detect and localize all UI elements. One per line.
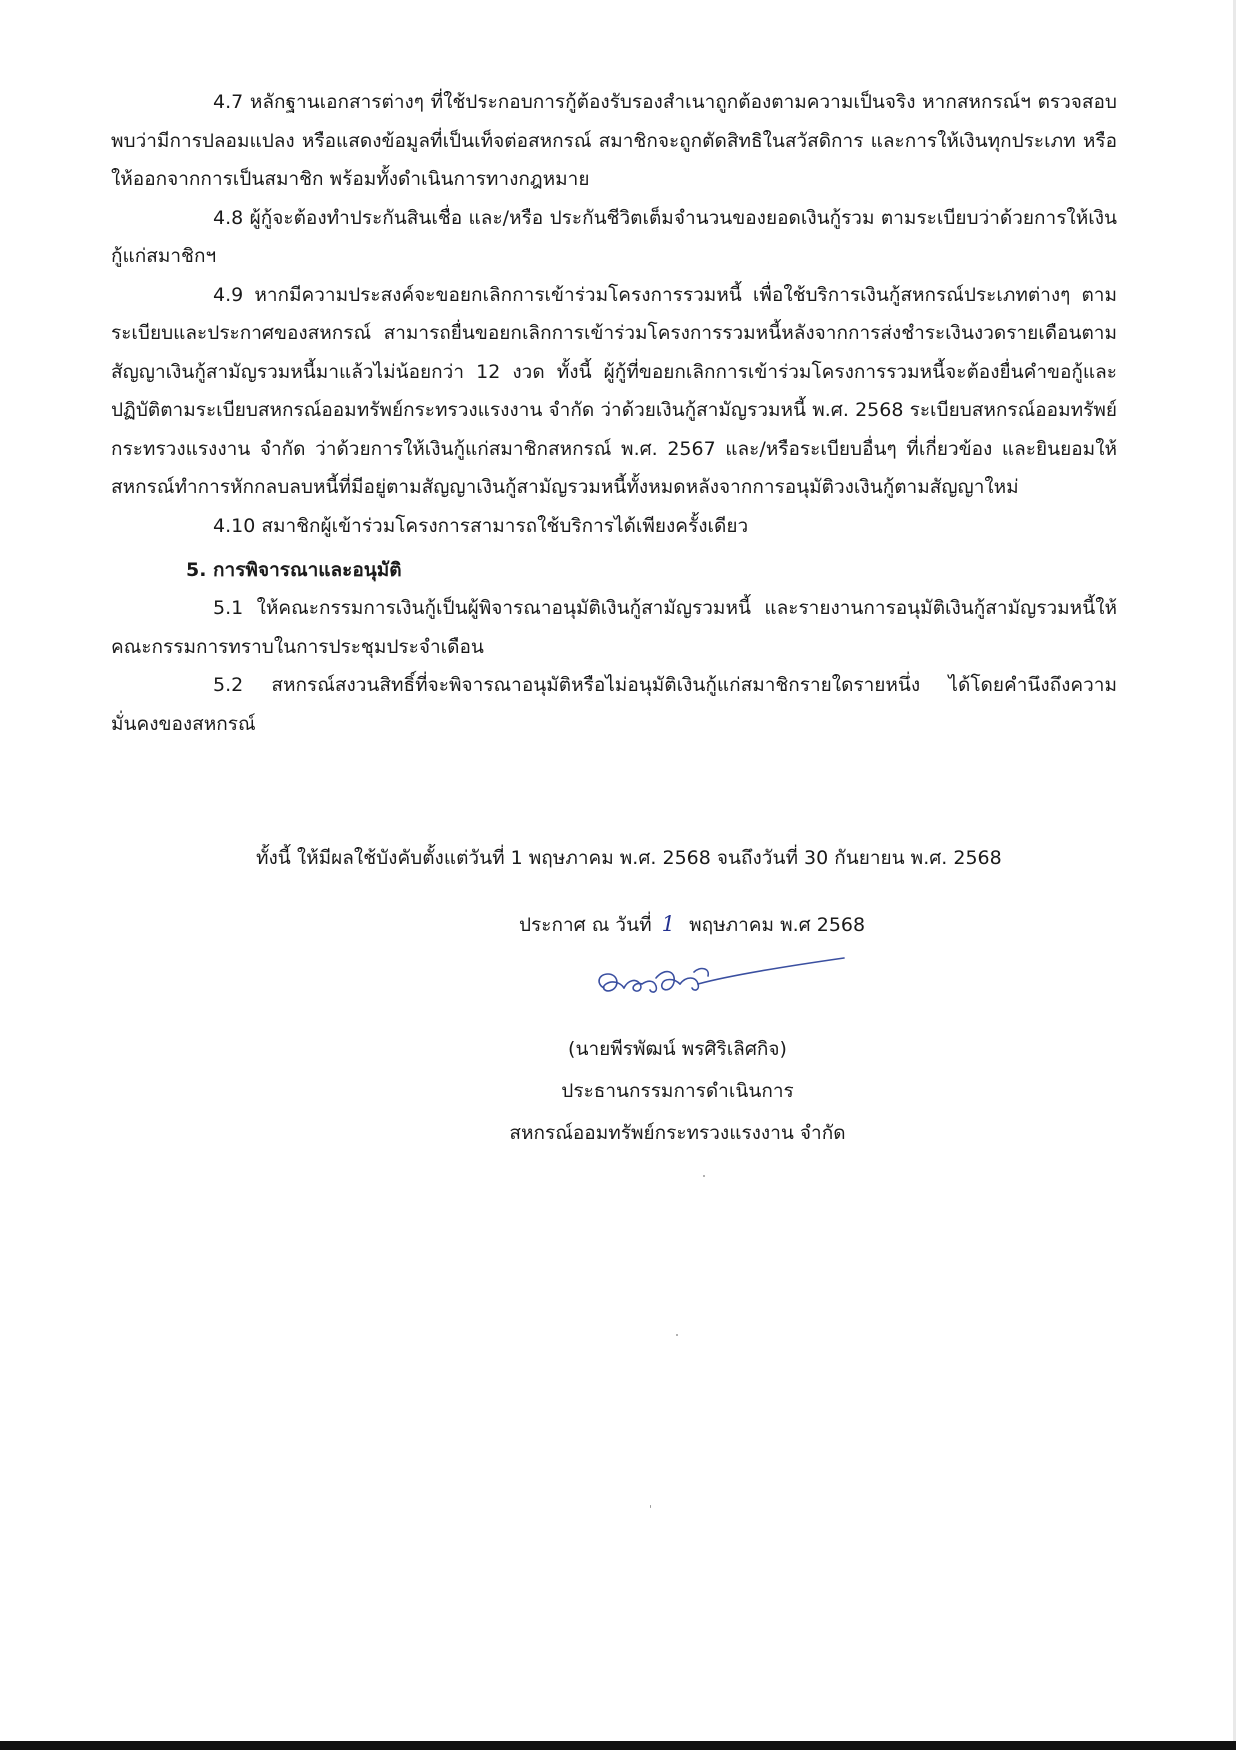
document-body xyxy=(111,83,1117,743)
clause-5-2: 5.2 สหกรณ์สงวนสิทธิ์ที่จะพิจารณาอนุมัติหรือไม่อนุมัติเงินกู้แก่สมาชิกรายใดรายหนึ่ง ได้โดยคำนึงถึงความมั่นคงของสหกรณ์ xyxy=(111,674,1117,735)
clause-5-1: 5.1 ให้คณะกรรมการเงินกู้เป็นผู้พิจารณาอนุมัติเงินกู้สามัญรวมหนี้ และรายงานการอนุมัติเงินกู้สามัญรวมหนี้ให้คณะกรรมการทราบในการประชุมประจำเดือน xyxy=(111,597,1117,658)
signature-icon xyxy=(590,950,850,1012)
clause-4-10: 4.10 สมาชิกผู้เข้าร่วมโครงการสามารถใช้บริการได้เพียงครั้งเดียว xyxy=(213,514,749,537)
signatory-position: ประธานกรรมการดำเนินการ xyxy=(561,1080,794,1102)
clause-4-7: 4.7 หลักฐานเอกสารต่างๆ ที่ใช้ประกอบการกู้ต้องรับรองสำเนาถูกต้องตามความเป็นจริง หากสหกรณ์ฯ ตรวจสอบพบว่ามีการปลอมแปลง หรือแสดงข้อมูลที่เป็นเท็จต่อสหกรณ์ สมาชิกจะถูกตัดสิทธิในสวัสดิการ และการให้เงินทุกประเภท หรือให้ออกจากการเป็นสมาชิก พร้อมทั้งดำเนินการทางกฎหมาย xyxy=(111,91,1117,190)
clause-4-8: 4.8 ผู้กู้จะต้องทำประกันสินเชื่อ และ/หรือ ประกันชีวิตเต็มจำนวนของยอดเงินกู้รวม ตามระเบียบว่าด้วยการให้เงินกู้แก่สมาชิกฯ xyxy=(111,206,1117,267)
announcement-date xyxy=(519,905,865,944)
scan-speck xyxy=(703,1175,705,1177)
announcement-day-handwritten: 1 xyxy=(661,912,676,936)
signatory-name: (นายพีรพัฒน์ พรศิริเลิศกิจ) xyxy=(568,1038,787,1060)
scan-speck xyxy=(676,1334,678,1336)
announcement-prefix: ประกาศ ณ วันที่ xyxy=(519,914,652,936)
section-5-heading: 5. การพิจารณาและอนุมัติ xyxy=(186,559,402,581)
scan-bottom-edge xyxy=(0,1741,1236,1750)
scan-speck xyxy=(650,1505,651,1508)
signatory-organization: สหกรณ์ออมทรัพย์กระทรวงแรงงาน จำกัด xyxy=(509,1122,846,1144)
effective-date-clause: ทั้งนี้ ให้มีผลใช้บังคับตั้งแต่วันที่ 1 พฤษภาคม พ.ศ. 2568 จนถึงวันที่ 30 กันยายน พ.ศ. 2568 xyxy=(256,847,1002,869)
clause-4-9: 4.9 หากมีความประสงค์จะขอยกเลิกการเข้าร่วมโครงการรวมหนี้ เพื่อใช้บริการเงินกู้สหกรณ์ประเภทต่างๆ ตามระเบียบและประกาศของสหกรณ์ สามารถยื่นขอยกเลิกการเข้าร่วมโครงการรวมหนี้หลังจากการส่งชำระเงินงวดรายเดือนตามสัญญาเงินกู้สามัญรวมหนี้มาแล้วไม่น้อยกว่า 12 งวด ทั้งนี้ ผู้กู้ที่ขอยกเลิกการเข้าร่วมโครงการรวมหนี้จะต้องยื่นคำขอกู้และปฏิบัติตามระเบียบสหกรณ์ออมทรัพย์กระทรวงแรงงาน จำกัด ว่าด้วยเงินกู้สามัญรวมหนี้ พ.ศ. 2568 ระเบียบสหกรณ์ออมทรัพย์กระทรวงแรงงาน จำกัด ว่าด้วยการให้เงินกู้แก่สมาชิกสหกรณ์ พ.ศ. 2567 และ/หรือระเบียบอื่นๆ ที่เกี่ยวข้อง และยินยอมให้สหกรณ์ทำการหักกลบลบหนี้ที่มีอยู่ตามสัญญาเงินกู้สามัญรวมหนี้ทั้งหมดหลังจากการอนุมัติวงเงินกู้ตามสัญญาใหม่ xyxy=(111,283,1117,498)
signature-block xyxy=(440,1028,915,1154)
announcement-suffix: พฤษภาคม พ.ศ 2568 xyxy=(689,914,866,936)
